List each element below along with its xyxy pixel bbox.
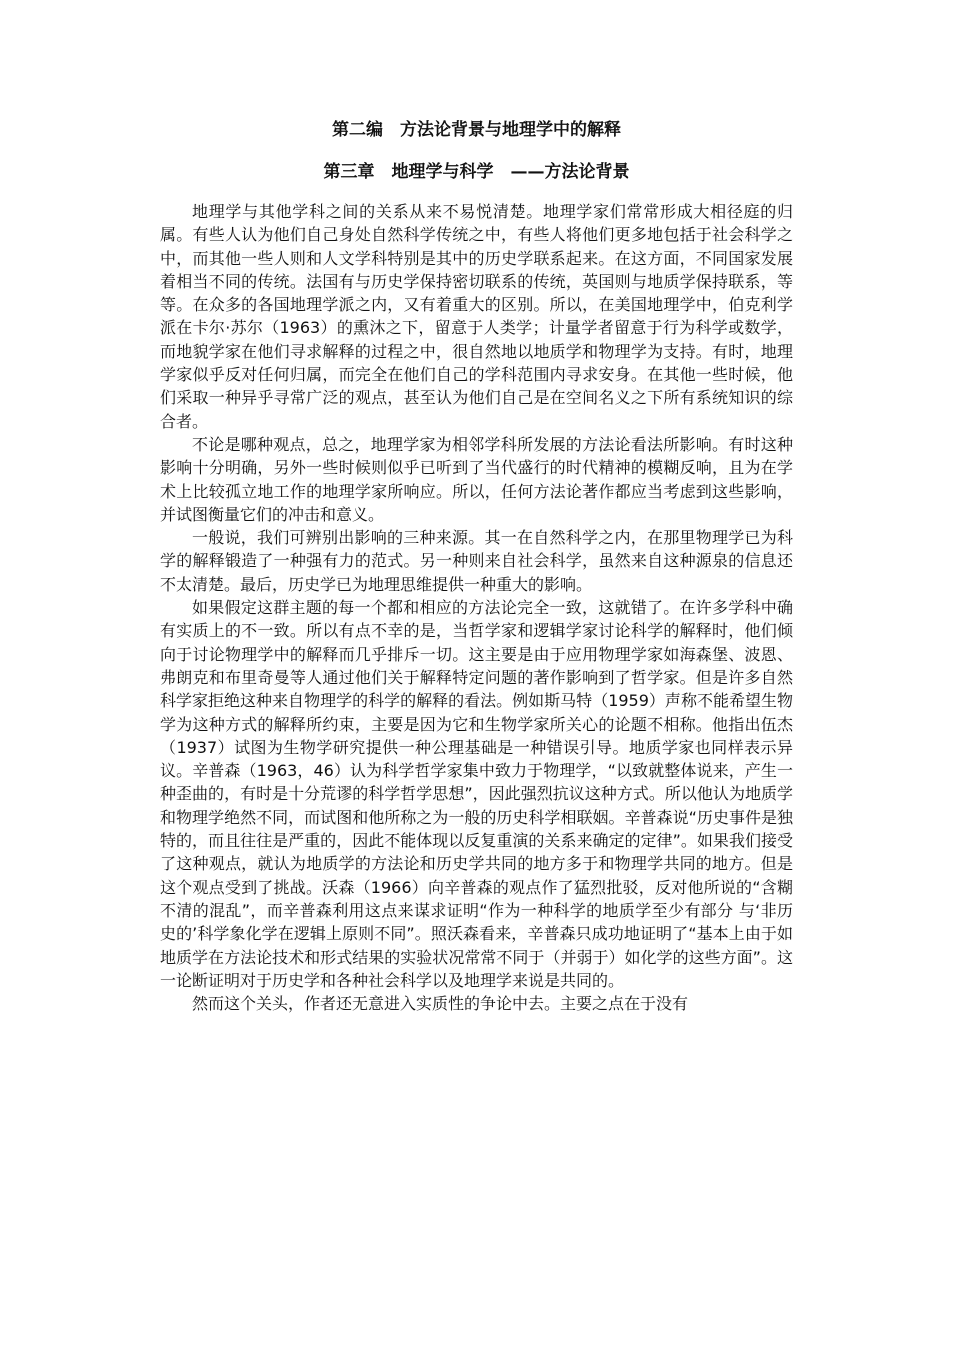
paragraph: 不论是哪种观点，总之，地理学家为相邻学科所发展的方法论看法所影响。有时这种影响十分明确，另外一些时候则似乎已听到了当代盛行的时代精神的模糊反响，且为在学术上比较孤立地工作的地理学家所响应。所以，任何方法论著作都应当考虑到这些影响，并试图衡量它们的冲击和意义。 (160, 434, 793, 524)
document-page (160, 116, 793, 1015)
paragraph: 然而这个关头，作者还无意进入实质性的争论中去。主要之点在于没有 (192, 994, 689, 1014)
paragraph: 地理学与其他学科之间的关系从来不易悦清楚。地理学家们常常形成大相径庭的归属。有些人认为他们自己身处自然科学传统之中，有些人将他们更多地包括于社会科学之中，而其他一些人则和人文学科特别是其中的历史学联系起来。在这方面，不同国家发展着相当不同的传统。法国有与历史学保持密切联系的传统，英国则与地质学保持联系，等等。在众多的各国地理学派之内，又有着重大的区别。所以，在美国地理学中，伯克利学派在卡尔·苏尔（1963）的熏沐之下，留意于人类学；计量学者留意于行为科学或数学，而地貌学家在他们寻求解释的过程之中，很自然地以地质学和物理学为支持。有时，地理学家似乎反对任何归属，而完全在他们自己的学科范围内寻求安身。在其他一些时候，他们采取一种异乎寻常广泛的观点，甚至认为他们自己是在空间名义之下所有系统知识的综合者。 (160, 202, 793, 431)
part-title: 第二编 方法论背景与地理学中的解释 (332, 120, 621, 140)
paragraph: 一般说，我们可辨别出影响的三种来源。其一在自然科学之内，在那里物理学已为科学的解释锻造了一种强有力的范式。另一种则来自社会科学，虽然来自这种源泉的信息还不太清楚。最后，历史学已为地理思维提供一种重大的影响。 (160, 528, 793, 594)
body-text (160, 200, 793, 1015)
chapter-title: 第三章 地理学与科学 ——方法论背景 (323, 162, 630, 182)
paragraph: 如果假定这群主题的每一个都和相应的方法论完全一致，这就错了。在许多学科中确有实质上的不一致。所以有点不幸的是，当哲学家和逻辑学家讨论科学的解释时，他们倾向于讨论物理学中的解释而几乎排斥一切。这主要是由于应用物理学家如海森堡、波恩、弗朗克和布里奇曼等人通过他们关于解释特定问题的著作影响到了哲学家。但是许多自然科学家拒绝这种来自物理学的科学的解释的看法。例如斯马特（1959）声称不能希望生物学为这种方式的解释所约束，主要是因为它和生物学家所关心的论题不相称。他指出伍杰（1937）试图为生物学研究提供一种公理基础是一种错误引导。地质学家也同样表示异议。辛普森（1963，46）认为科学哲学家集中致力于物理学，“以致就整体说来，产生一种歪曲的，有时是十分荒谬的科学哲学思想”，因此强烈抗议这种方式。所以他认为地质学和物理学绝然不同，而试图和他所称之为一般的历史科学相联姻。辛普森说“历史事件是独特的，而且往往是严重的，因此不能体现以反复重演的关系来确定的定律”。如果我们接受了这种观点，就认为地质学的方法论和历史学共同的地方多于和物理学共同的地方。但是这个观点受到了挑战。沃森（1966）向辛普森的观点作了猛烈批驳，反对他所说的“含糊不清的混乱”，而辛普森利用这点来谋求证明“作为一种科学的地质学至少有部分 与‘非历史的’科学象化学在逻辑上原则不同”。照沃森看来，辛普森只成功地证明了“基本上由于如地质学在方法论技术和形式结果的实验状况常常不同于（并弱于）如化学的这些方面”。这一论断证明对于历史学和各种社会科学以及地理学来说是共同的。 (160, 598, 793, 990)
